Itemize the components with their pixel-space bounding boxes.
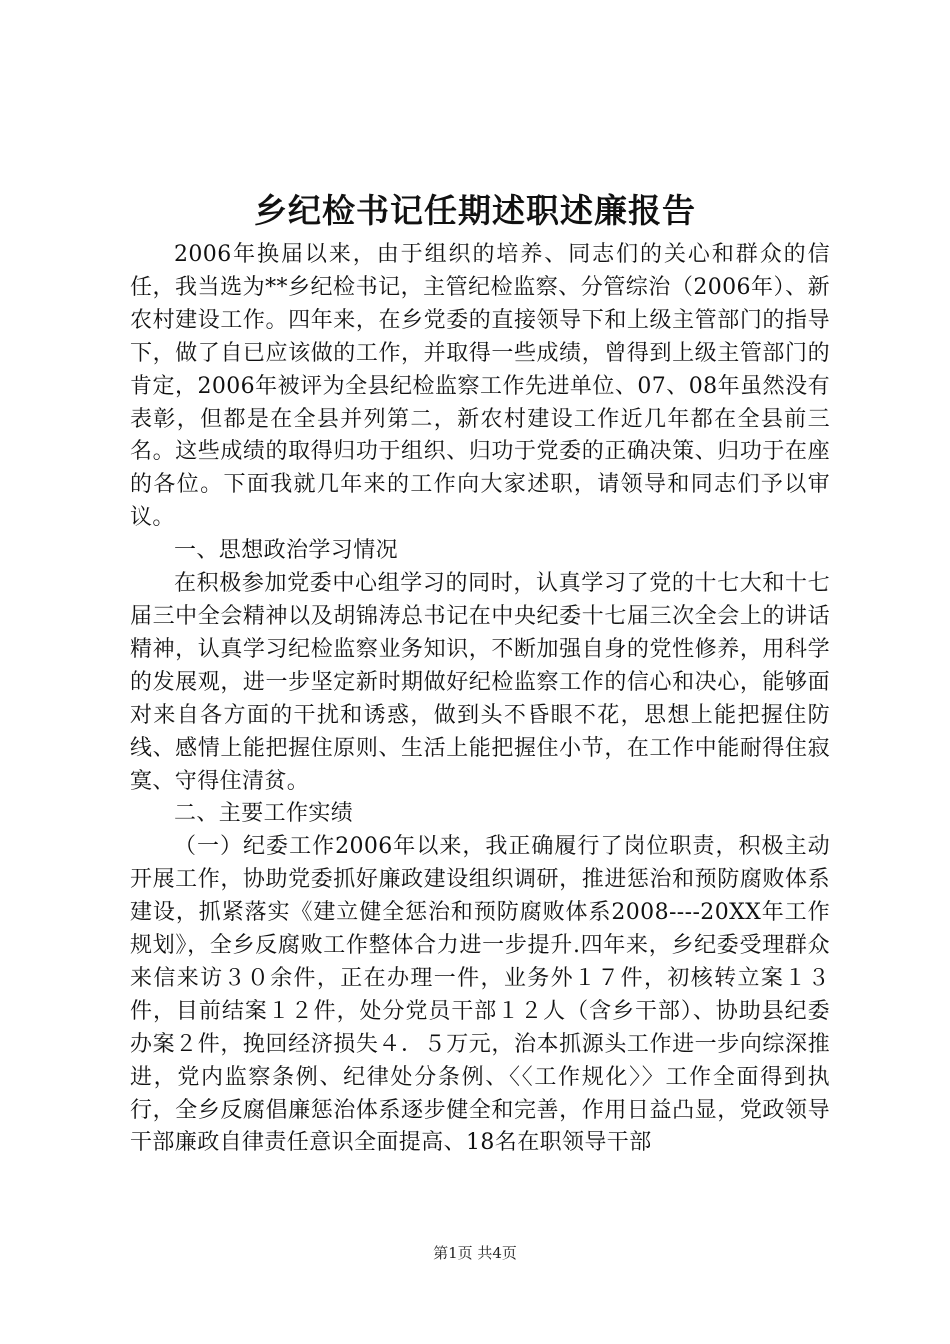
- document-title: 乡纪检书记任期述职述廉报告: [254, 191, 696, 230]
- section-heading-political-study: 一、思想政治学习情况: [174, 538, 399, 564]
- section-heading-main-achievements: 二、主要工作实绩: [174, 801, 354, 827]
- document-body: [130, 239, 830, 1160]
- paragraph-discipline-work: （一）纪委工作2006年以来，我正确履行了岗位职责，积极主动开展工作，协助党委抓好廉政建设组织调研，推进惩治和预防腐败体系建设，抓紧落实《建立健全惩治和预防腐败体系2008----20XX年工作规划》，全乡反腐败工作整体合力进一步提升.四年来，乡纪委受理群众来信来访３０余件，正在办理一件，业务外１７件，初核转立案１３件，目前结案１２件，处分党员干部１２人（含乡干部）、协助县纪委办案２件，挽回经济损失４．５万元，治本抓源头工作进一步向综深推进，党内监察条例、纪律处分条例、〈〈工作规化〉〉工作全面得到执行，全乡反腐倡廉惩治体系逐步健全和完善，作用日益凸显，党政领导干部廉政自律责任意识全面提高、18名在职领导干部: [130, 834, 830, 1156]
- paragraph-intro: 2006年换届以来，由于组织的培养、同志们的关心和群众的信任，我当选为**乡纪检书记，主管纪检监察、分管综治（2006年）、新农村建设工作。四年来，在乡党委的直接领导下和上级主管部门的指导下，做了自已应该做的工作，并取得一些成绩，曾得到上级主管部门的肯定，2006年被评为全县纪检监察工作先进单位、07、08年虽然没有表彰，但都是在全县并列第二，新农村建设工作近几年都在全县前三名。这些成绩的取得归功于组织、归功于党委的正确决策、归功于在座的各位。下面我就几年来的工作向大家述职，请领导和同志们予以审议。: [130, 242, 830, 531]
- page-number-footer: 第1页 共4页: [433, 1244, 517, 1262]
- paragraph-political-study: 在积极参加党委中心组学习的同时，认真学习了党的十七大和十七届三中全会精神以及胡锦涛总书记在中央纪委十七届三次全会上的讲话精神，认真学习纪检监察业务知识，不断加强自身的党性修养，用科学的发展观，进一步坚定新时期做好纪检监察工作的信心和决心，能够面对来自各方面的干扰和诱惑，做到头不昏眼不花，思想上能把握住防线、感情上能把握住原则、生活上能把握住小节，在工作中能耐得住寂寞、守得住清贫。: [130, 571, 830, 794]
